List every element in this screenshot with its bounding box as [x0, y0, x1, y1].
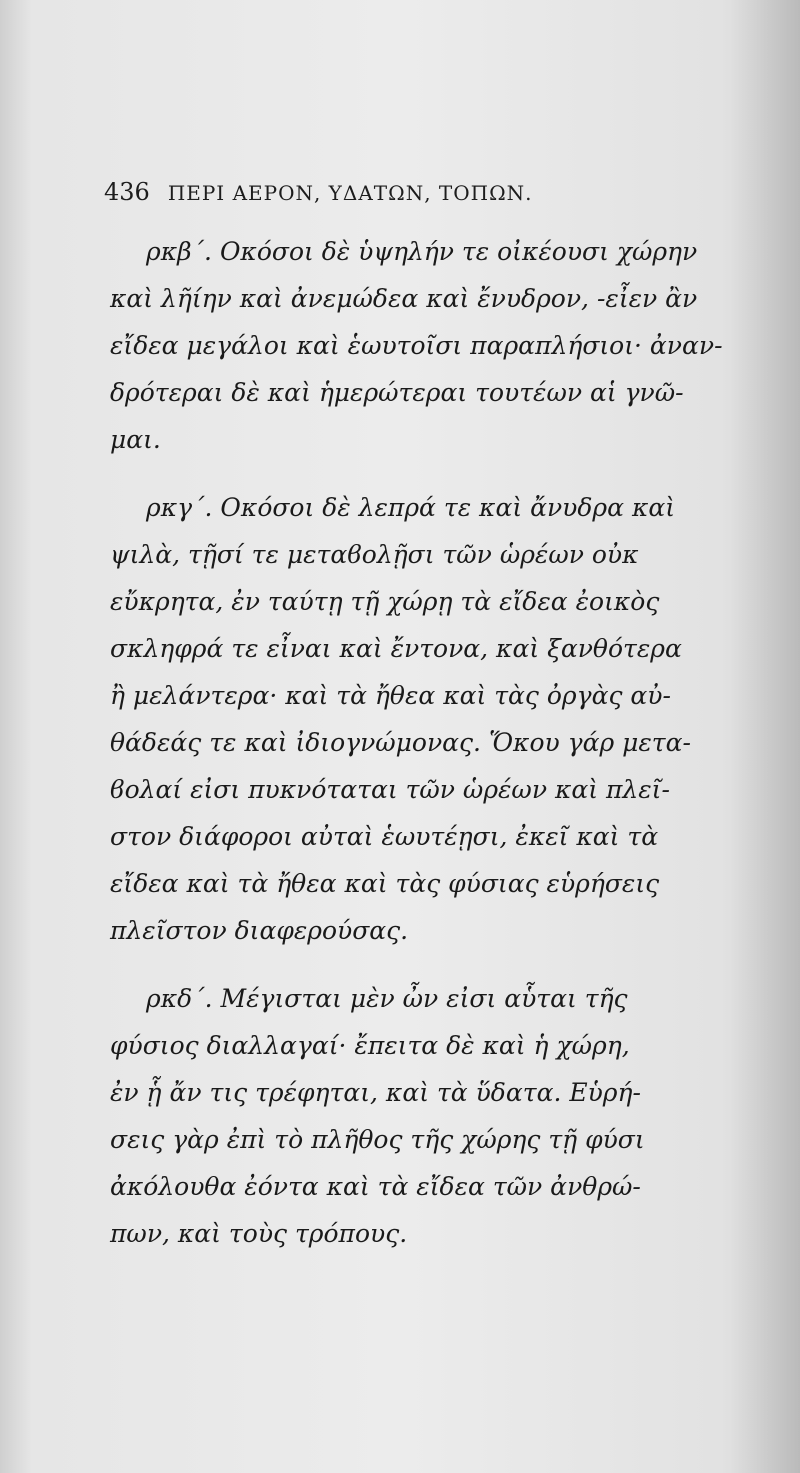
- text-line: σκληφρά τε εἶναι καὶ ἔντονα, καὶ ξανθότερα: [110, 634, 682, 663]
- text-line: ἢ μελάντερα· καὶ τὰ ἤθεα καὶ τὰς ὀργὰς αὐ-: [110, 681, 671, 710]
- paragraph-124: [110, 975, 702, 1257]
- page-edge-shadow: [730, 0, 800, 1473]
- text-line: εὔκρητα, ἐν ταύτῃ τῇ χώρῃ τὰ εἴδεα ἐοικὸς: [110, 587, 660, 616]
- text-line: ψιλὰ, τῇσί τε μεταϐολῇσι τῶν ὡρέων οὐκ: [110, 540, 639, 569]
- text-line: ρκβ΄. Οκόσοι δὲ ὑψηλήν τε οἰκέουσι χώρην: [146, 237, 698, 266]
- text-line: ϐολαί εἰσι πυκνόταται τῶν ὡρέων καὶ πλεῖ-: [110, 775, 670, 804]
- text-line: στον διάφοροι αὐταὶ ἑωυτέῃσι, ἐκεῖ καὶ τὰ: [110, 822, 659, 851]
- text-line: μαι.: [110, 425, 161, 454]
- text-line: ἀκόλουθα ἐόντα καὶ τὰ εἴδεα τῶν ἀνθρώ-: [110, 1172, 641, 1201]
- text-line: καὶ λη̃ίην καὶ ἀνεμώδεα καὶ ἔνυδρον, -εἶεν ἂν: [110, 284, 698, 313]
- paragraph-123: [110, 484, 702, 954]
- paragraph-122: [110, 228, 723, 463]
- text-line: ρκγ΄. Οκόσοι δὲ λεπρά τε καὶ ἄνυδρα καὶ: [146, 493, 676, 522]
- text-line: εἴδεα μεγάλοι καὶ ἑωυτοῖσι παραπλήσιοι· ἀναν-: [110, 331, 723, 360]
- page-number: 436: [104, 178, 150, 206]
- text-line: πλεῖστον διαφερούσας.: [110, 916, 409, 945]
- text-line: ἐν ᾗ ἄν τις τρέφηται, καὶ τὰ ὕδατα. Εὑρή-: [110, 1078, 641, 1107]
- running-header: [104, 178, 724, 218]
- text-line: δρότεραι δὲ καὶ ἡμερώτεραι τουτέων αἱ γνῶ-: [110, 378, 684, 407]
- text-line: εἴδεα καὶ τὰ ἤθεα καὶ τὰς φύσιας εὑρήσεις: [110, 869, 660, 898]
- text-line: φύσιος διαλλαγαί· ἔπειτα δὲ καὶ ἡ χώρη,: [110, 1031, 630, 1060]
- text-line: ρκδ΄. Μέγισται μὲν ὦν εἰσι αὗται τῆς: [146, 984, 628, 1013]
- text-line: θάδεάς τε καὶ ἰδιογνώμονας. Ὅκου γάρ μετα-: [110, 728, 691, 757]
- running-title: ΠΕΡΙ ΑΕΡΟΝ, ΥΔΑΤΩΝ, ΤΟΠΩΝ.: [167, 181, 533, 205]
- text-line: σεις γὰρ ἐπὶ τὸ πλῆθος τῆς χώρης τῇ φύσι: [110, 1125, 645, 1154]
- text-line: πων, καὶ τοὺς τρόπους.: [110, 1219, 408, 1248]
- body-text: [110, 228, 723, 1257]
